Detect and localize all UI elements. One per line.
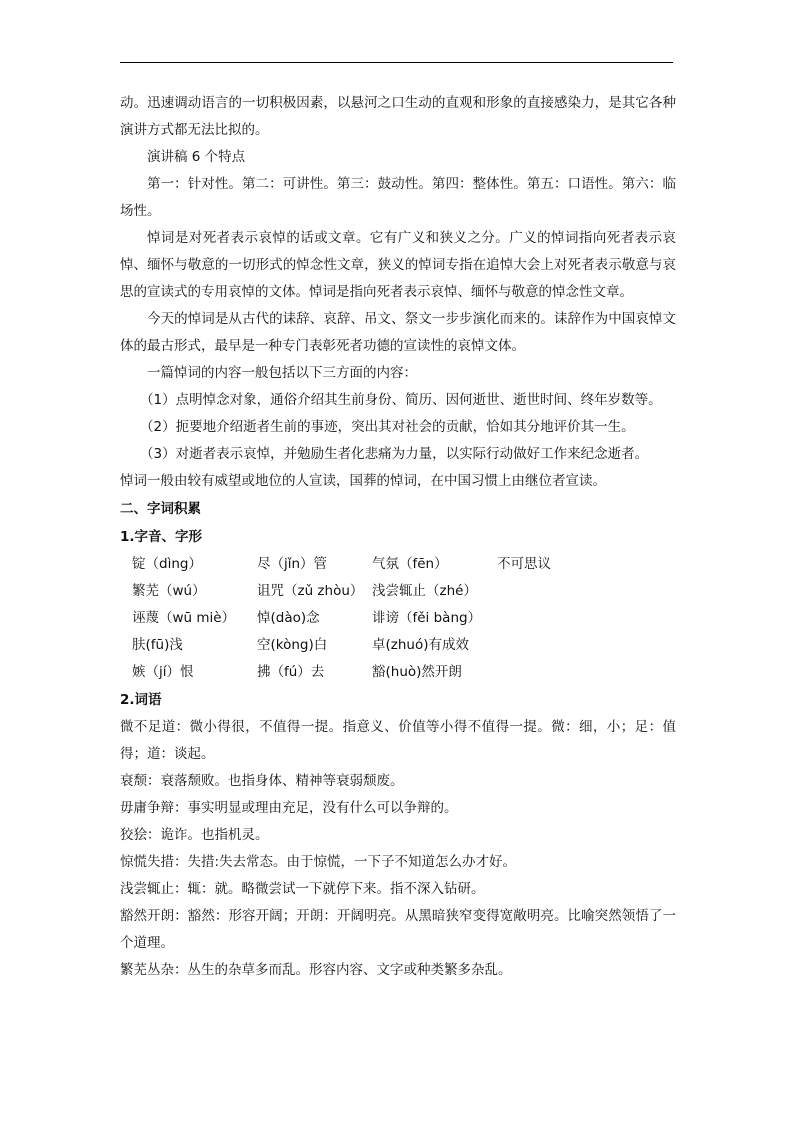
vocab-entry: 繁芜丛杂：丛生的杂草多而乱。形容内容、文字或种类繁多杂乱。 (120, 962, 512, 978)
pronunciation-item (497, 605, 677, 632)
paragraph-eulogy-definition: 悼词是对死者表示哀悼的话或文章。它有广义和狭义之分。广义的悼词指向死者表示哀悼、缅怀与敬意的一切形式的悼念性文章，狭义的悼词专指在追悼大会上对死者表示敬意与哀思的宣读式的专用哀悼的文体。悼词是指向死者表示哀悼、缅怀与敬意的悼念性文章。 (120, 230, 676, 300)
pronunciation-item: 嫉（jí）恨 (132, 664, 194, 680)
vocab-entry: 微不足道：微小得很，不值得一提。指意义、价值等小得不值得一提。微：细，小；足：值得；道：谈起。 (120, 719, 676, 762)
pronunciation-item: 尽（jǐn）管 (257, 556, 328, 572)
pronunciation-item: 悼(dào)念 (257, 610, 320, 626)
section-heading: 二、字词积累 (120, 501, 201, 517)
pronunciation-item: 锭（dìng） (132, 556, 202, 572)
pronunciation-item: 诬蔑（wū miè） (132, 610, 236, 626)
paragraph-eulogy-origin: 今天的悼词是从古代的诔辞、哀辞、吊文、祭文一步步演化而来的。诔辞作为中国哀悼文体的最古形式，最早是一种专门表彰死者功德的宣读性的哀悼文体。 (120, 311, 676, 354)
pronunciation-item: 气氛（fēn） (372, 556, 448, 572)
vocab-entry: 浅尝辄止：辄：就。略微尝试一下就停下来。指不深入钻研。 (120, 881, 485, 897)
pronunciation-grid (120, 551, 676, 686)
vocab-entry: 衰颓：衰落颓败。也指身体、精神等衰弱颓废。 (120, 773, 404, 789)
eulogy-point: （1）点明悼念对象，通俗介绍其生前身份、简历、因何逝世、逝世时间、终年岁数等。 (140, 392, 662, 408)
pronunciation-item: 肤(fū)浅 (132, 637, 183, 653)
vocab-entry: 惊慌失措：失措:失去常态。由于惊慌，一下子不知道怎么办才好。 (120, 854, 517, 870)
features-title: 演讲稿 6 个特点 (147, 149, 246, 165)
pronunciation-item (497, 632, 677, 659)
pronunciation-item: 诅咒（zǔ zhòu） (257, 583, 364, 599)
paragraph-eulogy-content-intro: 一篇悼词的内容一般包括以下三方面的内容： (147, 365, 417, 381)
pronunciation-item: 浅尝辄止（zhé） (372, 583, 477, 599)
eulogy-point: （2）扼要地介绍逝者生前的事迹，突出其对社会的贡献，恰如其分地评价其一生。 (140, 419, 635, 435)
subsection-heading: 2.词语 (120, 692, 162, 708)
paragraph-speech: 动。迅速调动语言的一切积极因素，以悬河之口生动的直观和形象的直接感染力，是其它各种演讲方式都无法比拟的。 (120, 95, 676, 138)
vocab-entry: 豁然开朗：豁然：形容开阔；开朗：开阔明亮。从黑暗狭窄变得宽敞明亮。比喻突然领悟了一个道理。 (120, 908, 676, 951)
subsection-heading: 1.字音、字形 (120, 529, 203, 545)
pronunciation-item: 拂（fú）去 (257, 664, 325, 680)
paragraph-eulogy-reader: 悼词一般由较有威望或地位的人宣读，国葬的悼词，在中国习惯上由继位者宣读。 (120, 473, 606, 489)
pronunciation-item: 繁芜（wú） (132, 583, 206, 599)
pronunciation-item: 空(kòng)白 (257, 637, 328, 653)
header-rule (120, 62, 673, 63)
vocab-entry: 狡狯：诡诈。也指机灵。 (120, 827, 269, 843)
vocab-entry: 毋庸争辩：事实明显或理由充足，没有什么可以争辩的。 (120, 800, 458, 816)
features-text: 第一：针对性。第二：可讲性。第三：鼓动性。第四：整体性。第五：口语性。第六：临场性。 (120, 176, 676, 219)
pronunciation-item (497, 578, 677, 605)
pronunciation-item: 诽谤（fěi bàng） (372, 610, 482, 626)
eulogy-point: （3）对逝者表示哀悼，并勉励生者化悲痛为力量，以实际行动做好工作来纪念逝者。 (140, 446, 649, 462)
document-body (120, 90, 676, 984)
pronunciation-item: 豁(huò)然开朗 (372, 664, 462, 680)
pronunciation-item (497, 659, 677, 686)
pronunciation-item: 不可思议 (497, 556, 551, 572)
pronunciation-item: 卓(zhuó)有成效 (372, 637, 469, 653)
